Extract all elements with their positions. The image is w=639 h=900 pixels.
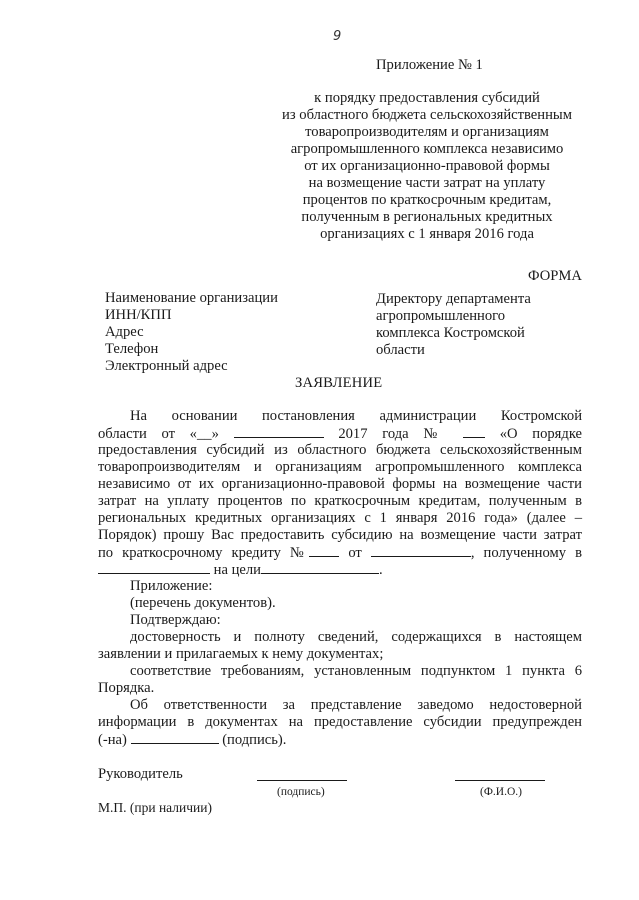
number-blank: [463, 425, 485, 438]
stamp-note: М.П. (при наличии): [98, 800, 212, 815]
annex-desc-line: из областного бюджета сельскохозяйственным: [282, 107, 572, 123]
body-line: Порядка.: [98, 680, 155, 696]
fio-caption: (Ф.И.О.): [480, 786, 522, 798]
statement-body: [98, 408, 582, 748]
addressee-block: [376, 291, 531, 359]
annex-desc-line: на возмещение части затрат на уплату: [308, 175, 546, 191]
signature-caption: (подпись): [277, 786, 325, 798]
purpose-blank: [261, 561, 379, 574]
body-line: товаропроизводителям и организациям агропромышленного комплекса: [98, 459, 582, 475]
annex-description: [262, 90, 592, 243]
body-line: [98, 544, 582, 561]
body-line: [98, 425, 582, 442]
body-line: заявлении и прилагаемых к нему документах;: [98, 646, 384, 662]
attachment-label: Приложение:: [130, 578, 213, 594]
annex-desc-line: от их организационно-правовой формы: [304, 158, 550, 174]
head-label: Руководитель: [98, 766, 183, 782]
annex-desc-line: к порядку предоставления субсидий: [314, 90, 540, 106]
org-field-name: Наименование организации: [105, 290, 278, 306]
date-blank: [234, 425, 324, 438]
body-text: от: [348, 545, 362, 561]
signature-line: [257, 780, 347, 781]
body-line: [98, 561, 582, 578]
annex-desc-line: агропромышленного комплекса независимо: [290, 141, 564, 157]
body-line: предоставления субсидий из областного бюджета сельскохозяйственным: [98, 442, 582, 458]
body-line: Об ответственности за представление заведомо недостоверной: [130, 697, 582, 713]
body-text: на цели: [213, 562, 261, 578]
annex-desc-line: организациях с 1 января 2016 года: [320, 226, 534, 242]
org-field-inn: ИНН/КПП: [105, 307, 172, 323]
org-field-phone: Телефон: [105, 341, 159, 357]
body-text: по краткосрочному кредиту №: [98, 545, 310, 561]
body-line: региональных кредитных организациях с 1 января 2016 года» (далее –: [98, 510, 582, 526]
annex-title: Приложение № 1: [376, 57, 483, 73]
signature-blank: [131, 731, 219, 744]
addressee-line: комплекса Костромской: [376, 325, 525, 341]
confirm-label: Подтверждаю:: [130, 612, 221, 628]
body-text: (-на): [98, 732, 127, 748]
org-field-email: Электронный адрес: [105, 358, 228, 374]
annex-desc-line: товаропроизводителям и организациям: [305, 124, 549, 140]
bank-blank: [98, 561, 210, 574]
body-line: независимо от их организационно-правовой формы на возмещение части: [98, 476, 582, 492]
body-line: На основании постановления администрации Костромской: [130, 408, 582, 424]
body-line: достоверность и полноту сведений, содержащихся в настоящем: [130, 629, 582, 645]
body-text: .: [378, 562, 383, 578]
body-text: области от «__»: [98, 426, 219, 442]
form-label: ФОРМА: [528, 268, 582, 284]
fio-line: [455, 780, 545, 781]
annex-desc-line: полученным в региональных кредитных: [301, 209, 553, 225]
body-text: «О порядке: [499, 426, 583, 442]
credit-number-blank: [309, 544, 339, 557]
body-text: (подпись).: [222, 732, 287, 748]
org-field-address: Адрес: [105, 324, 144, 340]
body-line: Порядок) прошу Вас предоставить субсидию на возмещение части затрат: [98, 527, 582, 543]
body-line: затрат на уплату процентов по краткосрочным кредитам, полученным в: [98, 493, 582, 509]
page-number: 9: [333, 29, 342, 44]
attachment-list: (перечень документов).: [130, 595, 276, 611]
body-text: 2017 года №: [338, 426, 449, 442]
credit-date-blank: [371, 544, 471, 557]
addressee-line: Директору департамента: [376, 291, 531, 307]
addressee-line: агропромышленного: [376, 308, 506, 324]
body-text: , полученному в: [470, 545, 582, 561]
addressee-line: области: [376, 342, 425, 358]
organization-fields: [105, 290, 278, 375]
annex-desc-line: процентов по краткосрочным кредитам,: [302, 192, 552, 208]
statement-title: ЗАЯВЛЕНИЕ: [295, 375, 383, 391]
body-line: информации в документах на предоставление субсидии предупрежден: [98, 714, 582, 730]
body-line: соответствие требованиям, установленным подпунктом 1 пункта 6: [130, 663, 582, 679]
body-line: [98, 731, 582, 748]
